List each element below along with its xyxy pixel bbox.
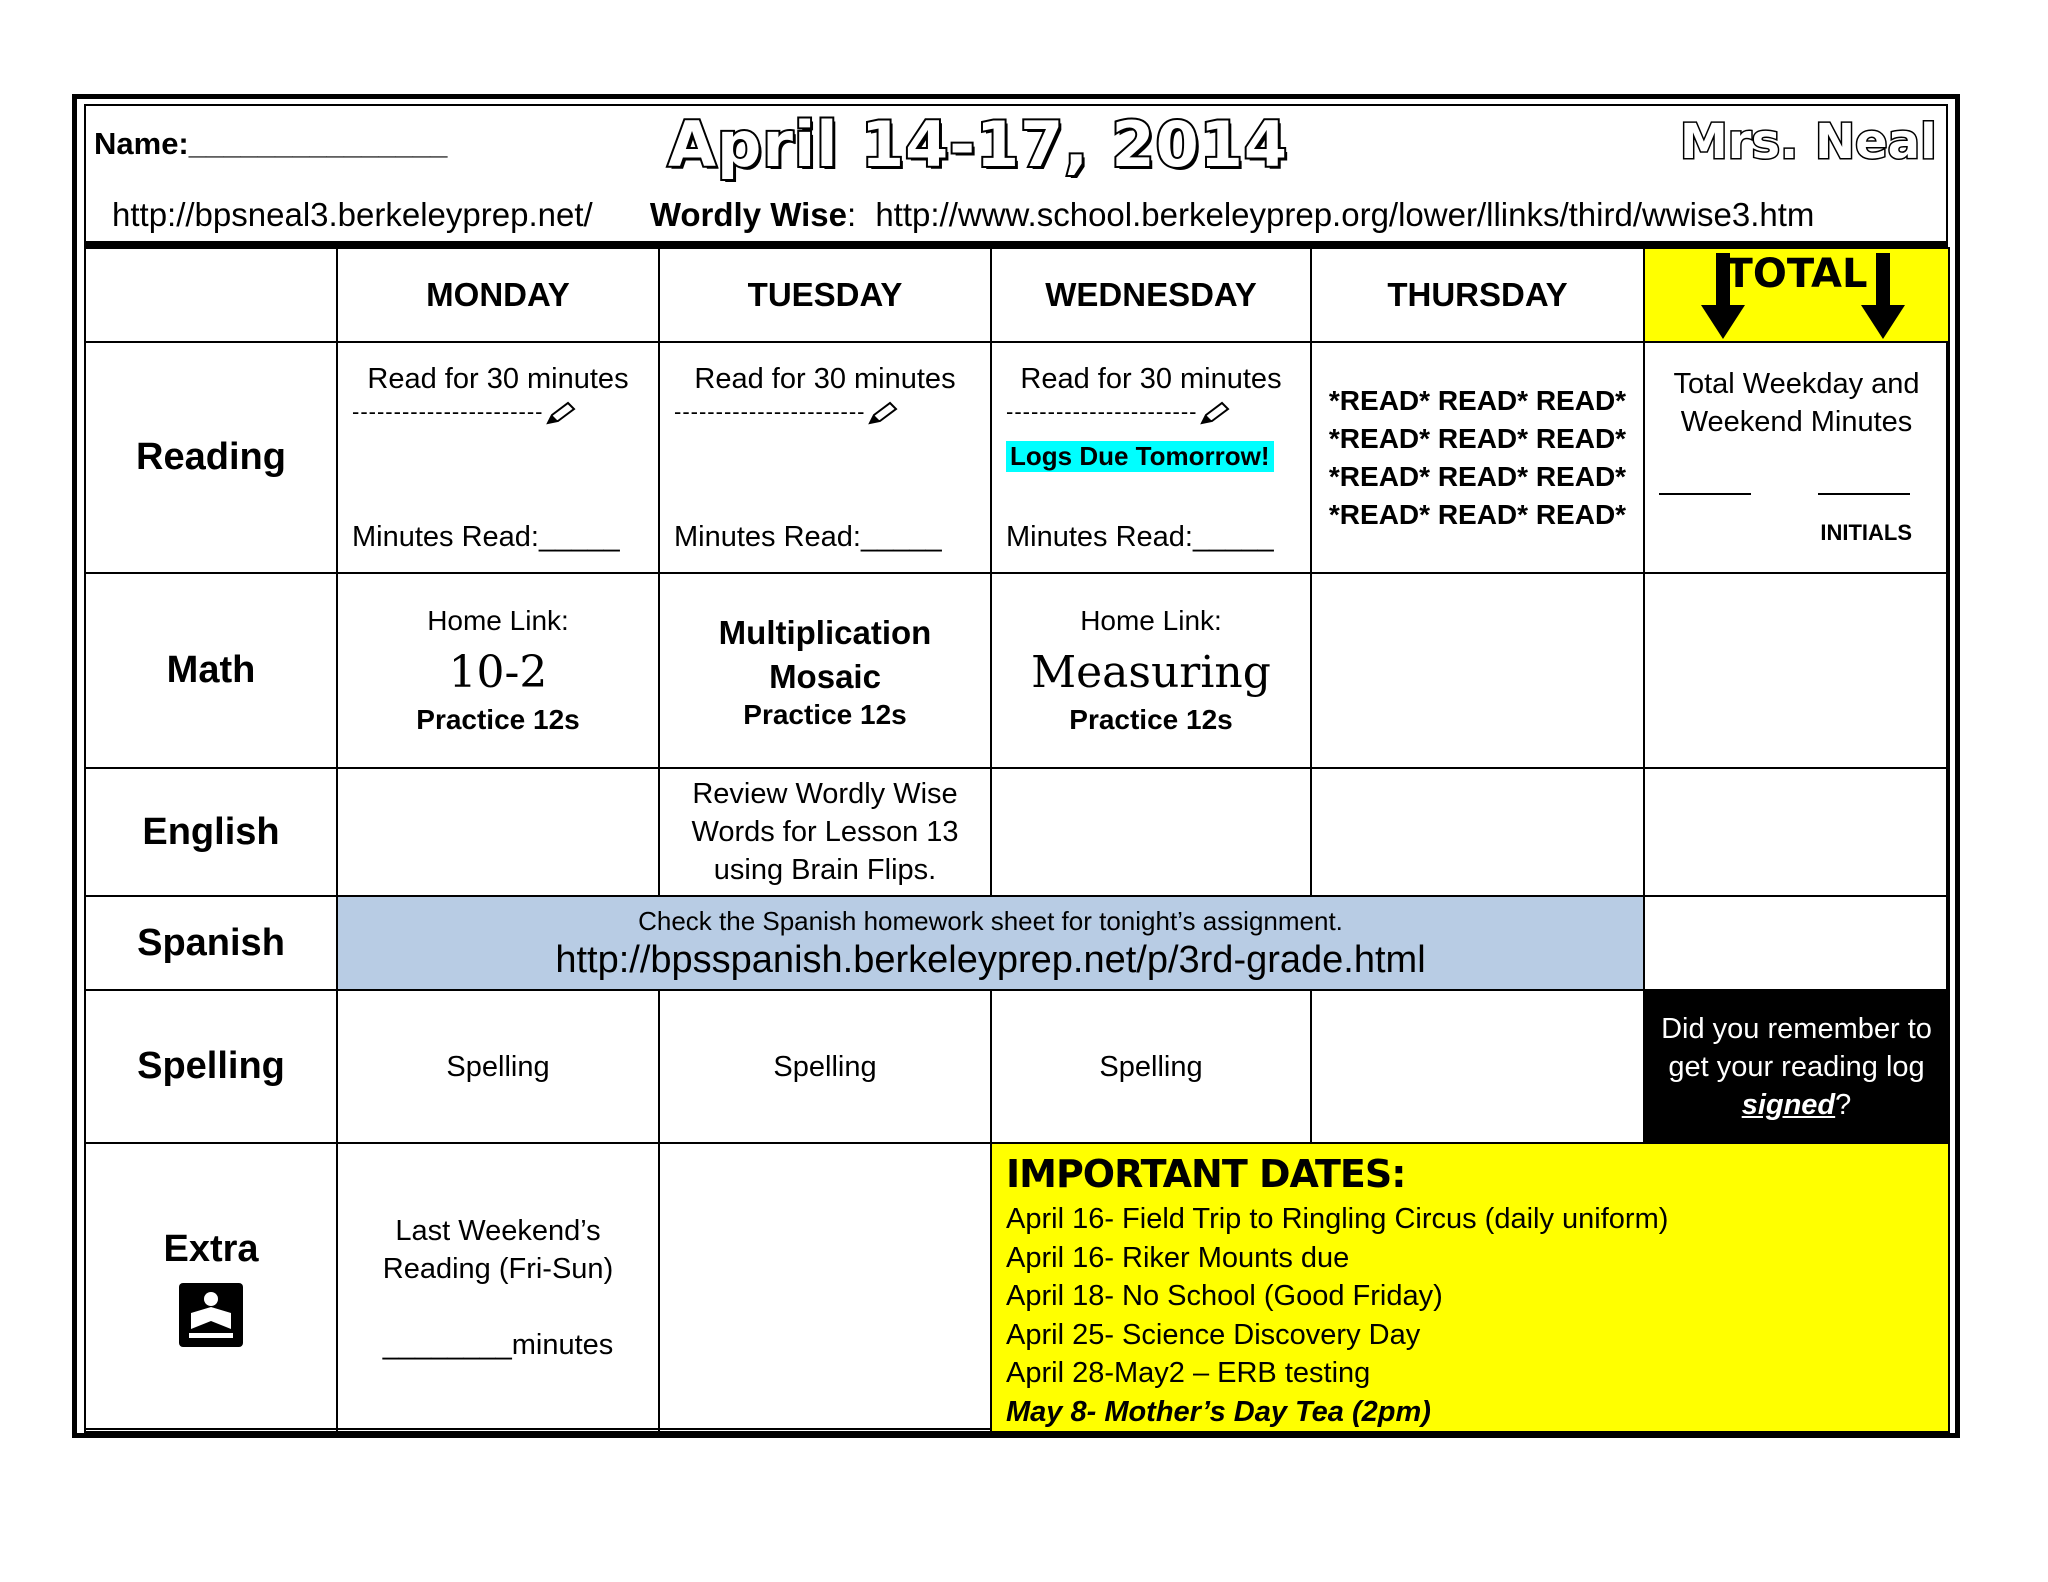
english-line: Words for Lesson 13 (691, 816, 959, 848)
reading-wednesday (991, 342, 1311, 573)
subject-math: Math (85, 573, 337, 768)
total-text-line: Total Weekday and (1673, 368, 1920, 400)
name-field-label: Name:_______________ (94, 126, 448, 161)
english-wednesday (991, 768, 1311, 896)
spanish-note: Check the Spanish homework sheet for tonight’s assignment. (638, 906, 1343, 936)
practice-label: Practice 12s (1069, 704, 1233, 735)
practice-label: Practice 12s (416, 704, 580, 735)
math-thursday (1311, 573, 1644, 768)
english-thursday (1311, 768, 1644, 896)
teacher-name: Mrs. Neal (1680, 114, 1937, 170)
weekend-minutes-field: ________minutes (382, 1328, 614, 1361)
math-tuesday (659, 573, 991, 768)
extra-row (85, 1143, 1949, 1434)
english-line: Review Wordly Wise (692, 778, 958, 810)
minutes-read-field: Minutes Read:_____ (674, 521, 942, 553)
spelling-wednesday: Spelling (991, 990, 1311, 1143)
wordly-wise-label: Wordly Wise (649, 196, 847, 233)
date-item: April 16- Riker Mounts due (1006, 1241, 1350, 1274)
subject-spanish: Spanish (85, 896, 337, 990)
english-monday (337, 768, 659, 896)
reading-thursday (1311, 342, 1644, 573)
extra-line: Reading (Fri-Sun) (382, 1252, 614, 1285)
total-label: TOTAL (1725, 251, 1868, 297)
pencil-icon (546, 401, 576, 425)
read-instruction: Read for 30 minutes (367, 363, 629, 395)
corner-cell (85, 248, 337, 342)
dash-text: ----------------------- (674, 399, 866, 424)
spanish-row (85, 896, 1949, 990)
extra-monday (337, 1143, 659, 1434)
important-dates (991, 1143, 1949, 1434)
read-line: *READ* READ* READ* (1328, 384, 1627, 416)
english-line: using Brain Flips. (713, 854, 937, 886)
minutes-read-field: Minutes Read:_____ (352, 521, 620, 553)
math-row (85, 573, 1949, 768)
day-wednesday: WEDNESDAY (991, 248, 1311, 342)
math-activity-line: Multiplication (718, 613, 932, 651)
subject-reading: Reading (85, 342, 337, 573)
reading-dash-line (352, 399, 576, 425)
initials-label: INITIALS (1820, 520, 1912, 545)
dates-title: IMPORTANT DATES: (1006, 1152, 1406, 1196)
dash-text: ----------------------- (1006, 399, 1198, 424)
pencil-icon (1200, 401, 1230, 425)
date-item-emphasis: May 8- Mother’s Day Tea (2pm) (1006, 1395, 1431, 1428)
subject-extra-cell (85, 1143, 337, 1434)
total-text-line: Weekend Minutes (1680, 406, 1913, 438)
reminder-line: get your reading log (1668, 1050, 1925, 1083)
page-title: April 14-17, 2014 (668, 108, 1289, 181)
read-line: *READ* READ* READ* (1328, 460, 1627, 492)
subject-extra: Extra (163, 1228, 259, 1270)
math-wednesday (991, 573, 1311, 768)
home-link-topic: Measuring (1031, 647, 1271, 698)
dash-text: ----------------------- (352, 399, 544, 424)
reading-monday (337, 342, 659, 573)
day-header-row (85, 248, 1949, 342)
reminder-line (1645, 1086, 1948, 1124)
reading-dash-line (1006, 399, 1230, 425)
home-link-label: Home Link: (1080, 605, 1222, 636)
date-item: April 16- Field Trip to Ringling Circus (daily uniform) (1006, 1203, 1669, 1235)
logs-due-highlight: Logs Due Tomorrow! (1006, 441, 1274, 472)
home-link-number: 10-2 (448, 647, 548, 698)
date-item: April 28-May2 – ERB testing (1006, 1357, 1371, 1389)
spelling-tuesday: Spelling (659, 990, 991, 1143)
day-thursday: THURSDAY (1311, 248, 1644, 342)
reading-log-reminder (1644, 990, 1949, 1143)
read-instruction: Read for 30 minutes (1020, 363, 1282, 395)
links-row (112, 196, 1814, 234)
total-minutes-blank (1659, 493, 1751, 495)
math-monday (337, 573, 659, 768)
reading-row (85, 342, 1949, 573)
date-item: April 25- Science Discovery Day (1006, 1318, 1421, 1351)
minutes-read-field: Minutes Read:_____ (1006, 521, 1274, 553)
read-line: *READ* READ* READ* (1328, 422, 1627, 454)
spanish-link[interactable]: http://bpsspanish.berkeleyprep.net/p/3rd-grade.html (555, 939, 1426, 981)
day-tuesday: TUESDAY (659, 248, 991, 342)
spelling-row (85, 990, 1949, 1143)
wordly-wise-link[interactable]: http://www.school.berkeleyprep.org/lower/llinks/third/wwise3.htm (875, 196, 1815, 233)
day-monday: MONDAY (337, 248, 659, 342)
total-minutes-text (1645, 365, 1948, 441)
down-arrow-icon (1861, 253, 1905, 339)
pencil-icon (868, 401, 898, 425)
home-link-label: Home Link: (427, 605, 569, 636)
reading-person-icon (179, 1283, 243, 1347)
spanish-assignment (337, 896, 1644, 990)
reminder-line: Did you remember to (1661, 1012, 1932, 1045)
english-tuesday (659, 768, 991, 896)
subject-english: English (85, 768, 337, 896)
spelling-thursday (1311, 990, 1644, 1143)
math-total (1644, 573, 1949, 768)
reading-tuesday (659, 342, 991, 573)
reminder-end: ? (1835, 1088, 1852, 1121)
spelling-monday: Spelling (337, 990, 659, 1143)
math-activity-line: Mosaic (769, 657, 881, 695)
spanish-total (1644, 896, 1949, 990)
reading-total (1644, 342, 1949, 573)
class-website-link[interactable]: http://bpsneal3.berkeleyprep.net/ (112, 196, 593, 233)
homework-grid (84, 247, 1950, 1436)
read-instruction: Read for 30 minutes (694, 363, 956, 395)
dates-list (992, 1144, 1948, 1431)
extra-tuesday (659, 1143, 991, 1434)
date-item: April 18- No School (Good Friday) (1006, 1280, 1443, 1312)
practice-label: Practice 12s (743, 698, 907, 730)
english-row (85, 768, 1949, 896)
total-header (1644, 248, 1949, 342)
signed-emphasis: signed (1741, 1088, 1836, 1121)
initials-blank (1818, 493, 1910, 495)
english-total (1644, 768, 1949, 896)
extra-line: Last Weekend’s (395, 1214, 601, 1247)
reading-dash-line (674, 399, 898, 425)
wordly-wise-sep: : (846, 196, 857, 233)
read-line: *READ* READ* READ* (1328, 498, 1627, 530)
subject-spelling: Spelling (85, 990, 337, 1143)
